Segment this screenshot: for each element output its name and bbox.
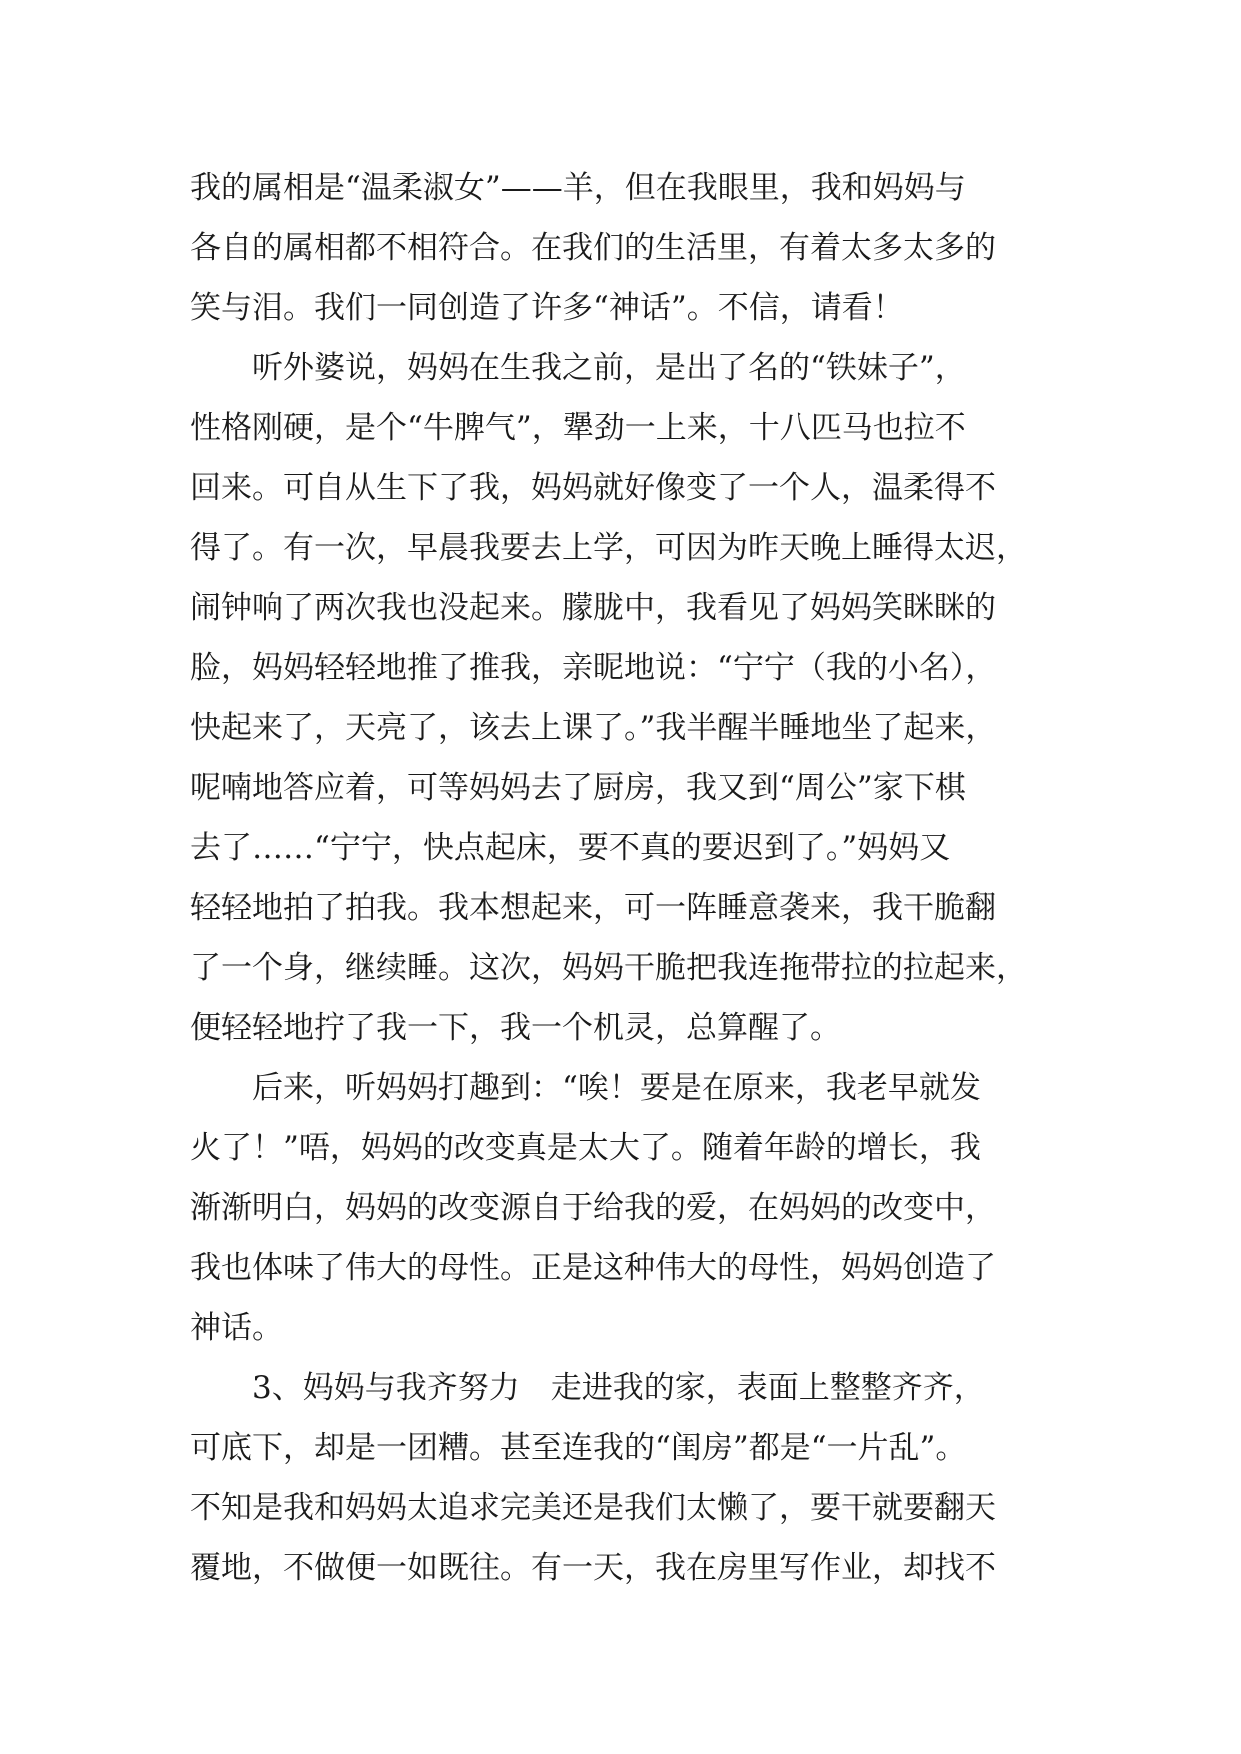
text-line: 快起来了，天亮了，该去上课了。”我半醒半睡地坐了起来， [190, 710, 997, 746]
text-line: 得了。有一次，早晨我要去上学，可因为昨天晚上睡得太迟， [190, 530, 1027, 566]
essay-body [190, 158, 1060, 1598]
text-line: 各自的属相都不相符合。在我们的生活里，有着太多太多的 [190, 230, 996, 266]
text-line: 性格刚硬，是个“牛脾气”，犟劲一上来，十八匹马也拉不 [190, 410, 966, 446]
text-line: 回来。可自从生下了我，妈妈就好像变了一个人，温柔得不 [190, 470, 996, 506]
text-line: 便轻轻地拧了我一下，我一个机灵，总算醒了。 [190, 1010, 841, 1046]
text-line: 渐渐明白，妈妈的改变源自于给我的爱，在妈妈的改变中， [190, 1190, 996, 1226]
text-line: 不知是我和妈妈太追求完美还是我们太懒了，要干就要翻天 [190, 1490, 996, 1526]
text-line: 可底下，却是一团糟。甚至连我的“闺房”都是“一片乱”。 [190, 1430, 967, 1466]
text-line: 闹钟响了两次我也没起来。朦胧中，我看见了妈妈笑眯眯的 [190, 590, 996, 626]
text-line: 呢喃地答应着，可等妈妈去了厨房，我又到“周公”家下棋 [190, 770, 966, 806]
text-line: 了一个身，继续睡。这次，妈妈干脆把我连拖带拉的拉起来， [190, 950, 1027, 986]
text-line: 火了！”唔，妈妈的改变真是太大了。随着年龄的增长，我 [190, 1130, 981, 1166]
text-line: 脸，妈妈轻轻地推了推我，亲昵地说：“宁宁（我的小名）， [190, 650, 997, 686]
text-line: 我的属相是“温柔淑女”——羊，但在我眼里，我和妈妈与 [190, 170, 966, 206]
text-line: 我也体味了伟大的母性。正是这种伟大的母性，妈妈创造了 [190, 1250, 996, 1286]
paragraph-start-line: 听外婆说，妈妈在生我之前，是出了名的“铁妹子”， [252, 350, 966, 386]
section-heading-line: 3、妈妈与我齐努力 走进我的家，表面上整整齐齐， [252, 1370, 985, 1406]
text-line: 轻轻地拍了拍我。我本想起来，可一阵睡意袭来，我干脆翻 [190, 890, 996, 926]
text-line: 神话。 [190, 1310, 283, 1346]
paragraph-start-line: 后来，听妈妈打趣到：“唉！要是在原来，我老早就发 [252, 1070, 981, 1106]
text-line: 去了……“宁宁，快点起床，要不真的要迟到了。”妈妈又 [190, 830, 951, 866]
text-line: 覆地，不做便一如既往。有一天，我在房里写作业，却找不 [190, 1550, 996, 1586]
text-line: 笑与泪。我们一同创造了许多“神话”。不信，请看！ [190, 290, 904, 326]
